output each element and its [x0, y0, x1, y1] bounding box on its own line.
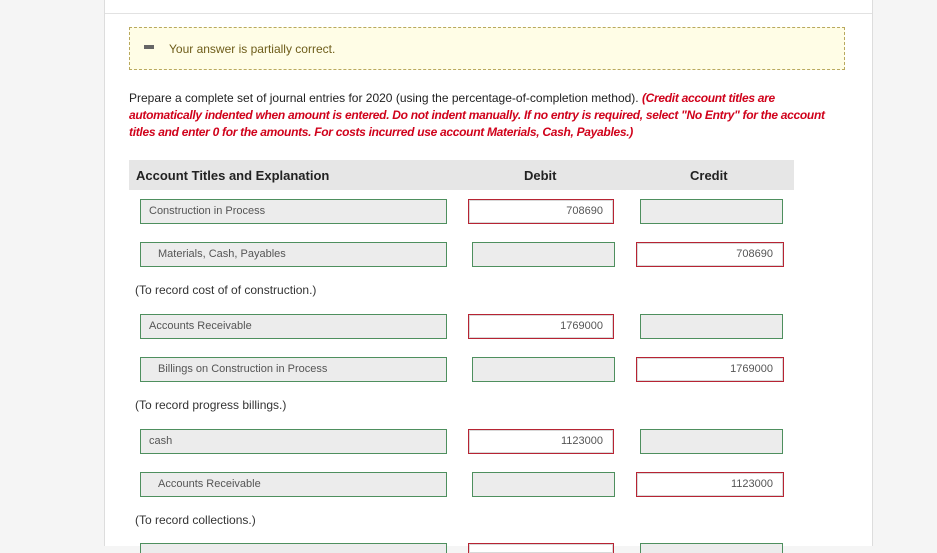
account-title-input[interactable]: [140, 543, 447, 553]
debit-input[interactable]: 1123000: [468, 429, 614, 454]
credit-input[interactable]: [640, 429, 783, 454]
entry-note: (To record collections.): [135, 513, 256, 527]
account-title-input[interactable]: cash: [140, 429, 447, 454]
debit-input[interactable]: [472, 242, 615, 267]
header-account: Account Titles and Explanation: [136, 168, 330, 183]
debit-input[interactable]: [472, 357, 615, 382]
debit-input[interactable]: 1769000: [468, 314, 614, 339]
credit-input[interactable]: [640, 314, 783, 339]
account-title-input[interactable]: Billings on Construction in Process: [140, 357, 447, 382]
entry-note: (To record progress billings.): [135, 398, 287, 412]
entry-note: (To record cost of of construction.): [135, 283, 317, 297]
debit-input[interactable]: [468, 543, 614, 553]
credit-input[interactable]: [640, 199, 783, 224]
feedback-banner: [129, 27, 845, 70]
account-title-input[interactable]: Accounts Receivable: [140, 314, 447, 339]
question-panel: [104, 0, 873, 546]
debit-input[interactable]: 708690: [468, 199, 614, 224]
header-debit: Debit: [524, 168, 557, 183]
debit-input[interactable]: [472, 472, 615, 497]
instructions-note: (Credit account titles are automatically indented when amount is entered. Do not indent manually. If no entry is required, select "No Entry" for the account titles and enter 0 for the amounts. For costs incurred use account Materials, Cash, Payables.): [129, 91, 825, 139]
divider: [105, 13, 872, 14]
account-title-input[interactable]: Construction in Process: [140, 199, 447, 224]
credit-input[interactable]: 1769000: [636, 357, 784, 382]
credit-input[interactable]: 1123000: [636, 472, 784, 497]
account-title-input[interactable]: Materials, Cash, Payables: [140, 242, 447, 267]
instructions-text: Prepare a complete set of journal entries for 2020 (using the percentage-of-completion method).: [129, 91, 639, 105]
table-header: [129, 160, 794, 190]
partial-icon: [144, 45, 154, 49]
instructions: [129, 90, 849, 141]
account-title-input[interactable]: Accounts Receivable: [140, 472, 447, 497]
header-credit: Credit: [690, 168, 728, 183]
credit-input[interactable]: 708690: [636, 242, 784, 267]
credit-input[interactable]: [640, 543, 783, 553]
feedback-message: Your answer is partially correct.: [169, 42, 336, 56]
